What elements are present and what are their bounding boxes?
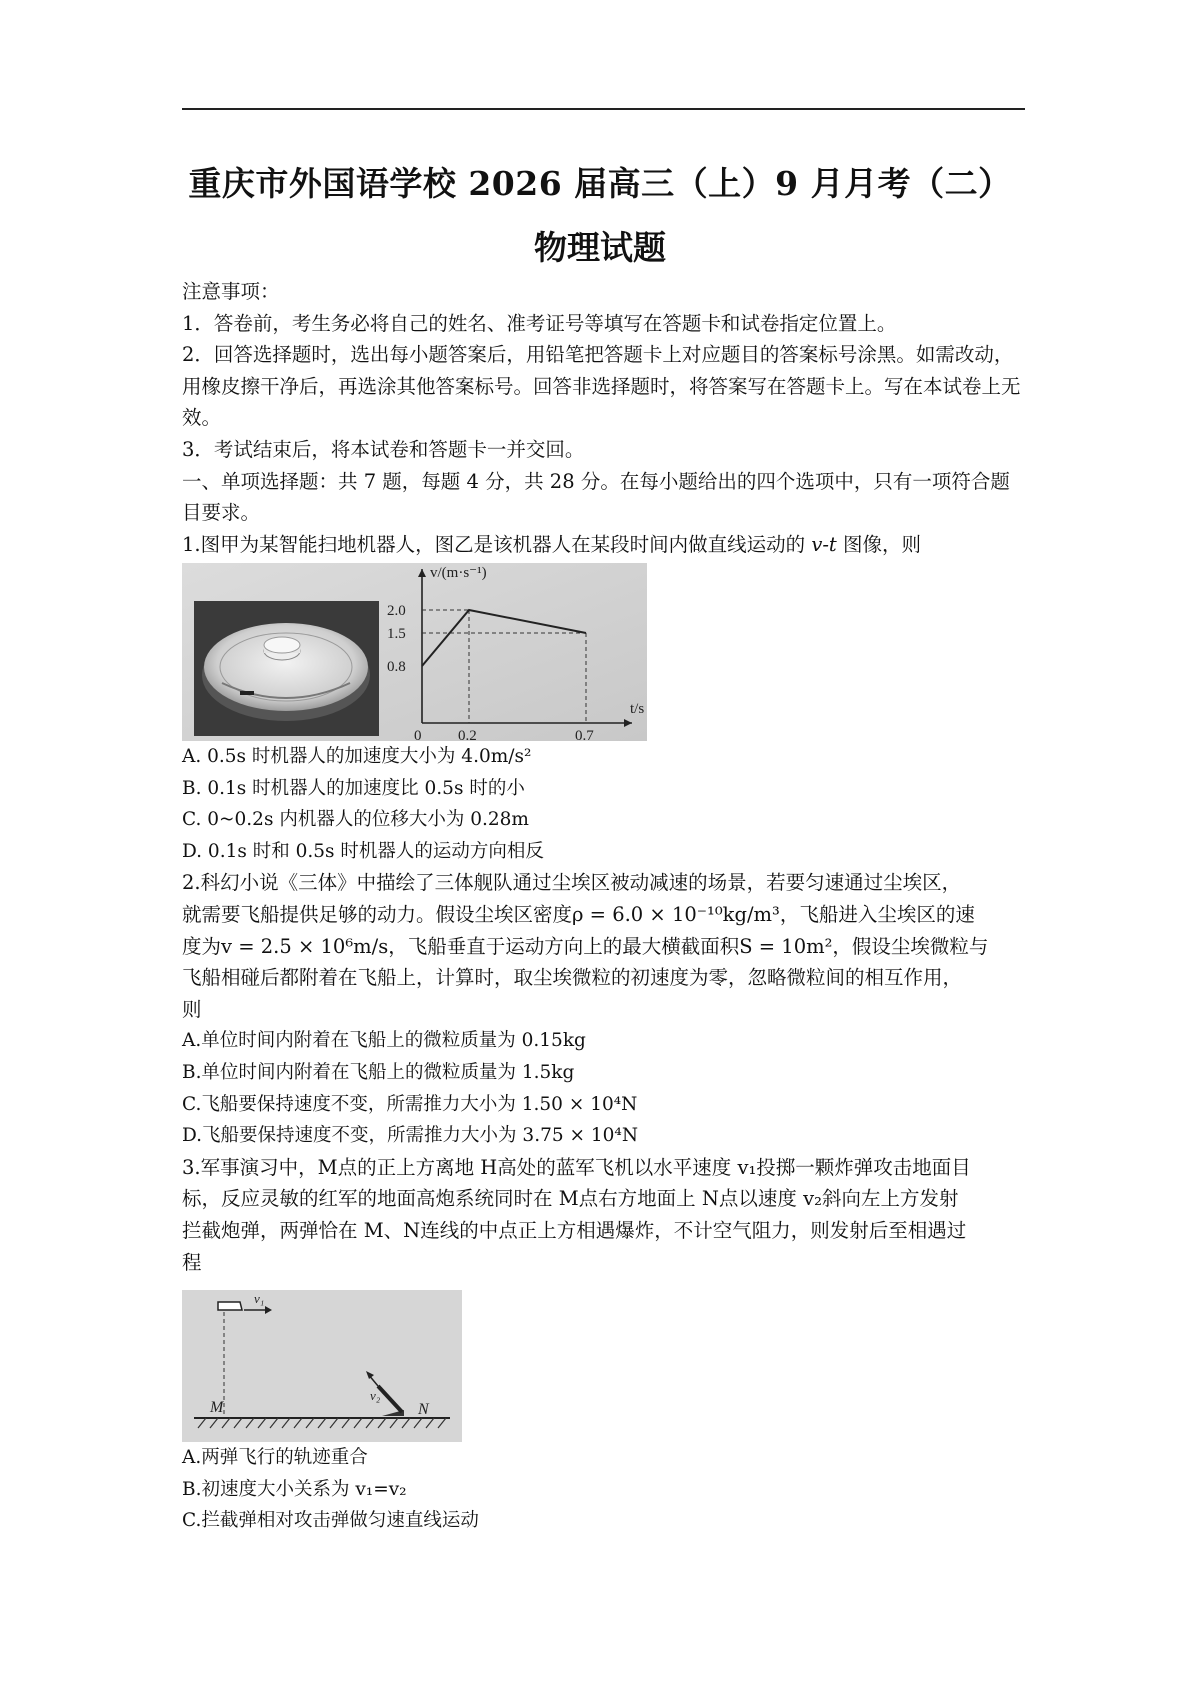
q2-line-3: 度为v = 2.5 × 10⁶m/s，飞船垂直于运动方向上的最大横截面积S = 10m²，假设尘埃微粒与 — [182, 934, 989, 958]
q2-option-d: D.飞船要保持速度不变，所需推力大小为 3.75 × 10⁴N — [182, 1125, 639, 1147]
vt-symbol: v-t — [811, 532, 837, 556]
q3-line-2: 标，反应灵敏的红军的地面高炮系统同时在 M点右方地面上 N点以速度 v₂斜向左上方发射 — [182, 1187, 959, 1211]
q3-option-b: B.初速度大小关系为 v₁=v₂ — [182, 1478, 407, 1500]
question-1-figure — [182, 563, 647, 741]
x-tick-0-2: 0.2 — [458, 728, 477, 741]
notes-heading: 注意事项： — [182, 280, 280, 303]
q1-options-and-q2 — [182, 741, 1025, 1278]
x-axis-label: t/s — [630, 701, 645, 717]
q3-line-4: 程 — [182, 1250, 202, 1274]
notes-block — [182, 276, 1025, 560]
exam-subtitle: 物理试题 — [534, 228, 666, 267]
question-3-figure — [182, 1290, 462, 1442]
v1-label: v₁ — [254, 1291, 265, 1306]
note-item-2: 2．回答选择题时，选出每小题答案后，用铅笔把答题卡上对应题目的答案标号涂黑。如需改动，用橡皮擦干净后，再选涂其他答案标号。回答非选择题时，将答案写在答题卡上。写在本试卷上无效。 — [182, 343, 1021, 430]
exam-title: 重庆市外国语学校 2026 届高三（上）9 月月考（二） — [188, 164, 1012, 203]
y-tick-0-8: 0.8 — [387, 659, 406, 675]
projectile-diagram — [182, 1290, 462, 1442]
note-item-3: 3．考试结束后，将本试卷和答题卡一并交回。 — [182, 437, 585, 461]
q1-option-c: C. 0~0.2s 内机器人的位移大小为 0.28m — [182, 809, 529, 831]
v2-label: v₂ — [370, 1388, 381, 1403]
q1-option-b: B. 0.1s 时机器人的加速度比 0.5s 时的小 — [182, 777, 525, 799]
q2-option-a: A.单位时间内附着在飞船上的微粒质量为 0.15kg — [182, 1030, 586, 1052]
x-tick-0-7: 0.7 — [575, 728, 594, 741]
q2-option-b: B.单位时间内附着在飞船上的微粒质量为 1.5kg — [182, 1061, 575, 1083]
y-tick-2-0: 2.0 — [387, 603, 406, 619]
robot-and-vt-graph — [182, 563, 647, 741]
q3-line-3: 拦截炮弹，两弹恰在 M、N连线的中点正上方相遇爆炸，不计空气阻力，则发射后至相遇过 — [182, 1218, 967, 1242]
q2-line-5: 则 — [182, 997, 202, 1021]
q2-line-2: 就需要飞船提供足够的动力。假设尘埃区密度ρ = 6.0 × 10⁻¹⁰kg/m³，飞船进入尘埃区的速 — [182, 902, 975, 926]
y-tick-1-5: 1.5 — [387, 626, 406, 642]
q2-option-c: C.飞船要保持速度不变，所需推力大小为 1.50 × 10⁴N — [182, 1093, 638, 1115]
question-1-stem: 1.图甲为某智能扫地机器人，图乙是该机器人在某段时间内做直线运动的 v-t 图像，则 — [182, 532, 921, 556]
q3-options — [182, 1442, 1025, 1537]
robot-photo — [194, 601, 379, 736]
q3-line-1: 3.军事演习中，M点的正上方离地 H高处的蓝军飞机以水平速度 v₁投掷一颗炸弹攻击地面目 — [182, 1155, 971, 1179]
q3-option-a: A.两弹飞行的轨迹重合 — [182, 1447, 368, 1468]
point-n-label: N — [418, 1401, 429, 1418]
q2-line-1: 2.科幻小说《三体》中描绘了三体舰队通过尘埃区被动减速的场景，若要匀速通过尘埃区， — [182, 871, 962, 895]
note-item-1: 1．答卷前，考生务必将自己的姓名、准考证号等填写在答题卡和试卷指定位置上。 — [182, 311, 897, 335]
top-rule — [182, 108, 1025, 110]
q2-line-4: 飞船相碰后都附着在飞船上，计算时，取尘埃微粒的初速度为零，忽略微粒间的相互作用， — [182, 966, 963, 990]
q3-option-c: C.拦截弹相对攻击弹做匀速直线运动 — [182, 1510, 479, 1532]
x-tick-0: 0 — [414, 728, 422, 741]
y-axis-label: v/(m·s⁻¹) — [430, 565, 487, 581]
point-m-label: M — [210, 1399, 224, 1416]
section-heading: 一、单项选择题：共 7 题，每题 4 分，共 28 分。在每小题给出的四个选项中，只有一项符合题目要求。 — [182, 469, 1010, 525]
q1-option-a: A. 0.5s 时机器人的加速度大小为 4.0m/s² — [182, 746, 532, 767]
q1-option-d: D. 0.1s 时和 0.5s 时机器人的运动方向相反 — [182, 840, 544, 862]
plane-icon — [218, 1302, 242, 1310]
